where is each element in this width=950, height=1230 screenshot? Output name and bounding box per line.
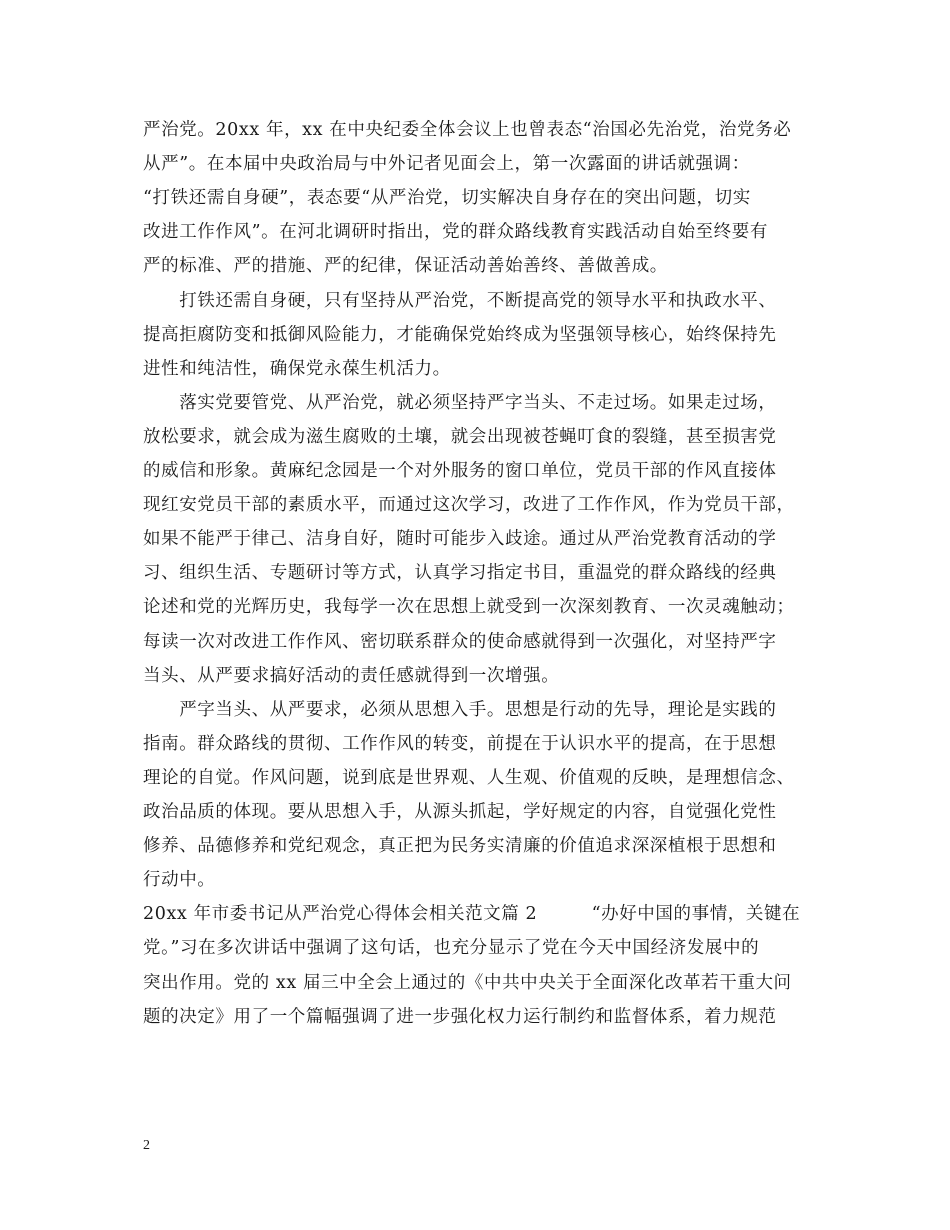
text-line: 现红安党员干部的素质水平，而通过这次学习，改进了工作作风，作为党员干部， [143, 495, 795, 516]
text-line: 从严”。在本届中央政治局与中外记者见面会上，第一次露面的讲话就强调： [143, 154, 750, 175]
text-line: 每读一次对改进工作作风、密切联系群众的使命感就得到一次强化，对坚持严字 [143, 631, 777, 652]
text-line: 严的标准、严的措施、严的纪律，保证活动善始善终、善做善成。 [143, 256, 668, 277]
text-line: 如果不能严于律己、洁身自好，随时可能步入歧途。通过从严治党教育活动的学 [143, 529, 777, 550]
text-line: 打铁还需自身硬，只有坚持从严治党，不断提高党的领导水平和执政水平、 [143, 290, 777, 311]
text-line: 严字当头、从严要求，必须从思想入手。思想是行动的先导，理论是实践的 [143, 699, 777, 720]
text-line: 改进工作作风”。在河北调研时指出，党的群众路线教育实践活动自始至终要有 [143, 222, 768, 243]
text-line: 指南。群众路线的贯彻、工作作风的转变，前提在于认识水平的提高，在于思想 [143, 733, 777, 754]
text-line: 进性和纯洁性，确保党永葆生机活力。 [143, 358, 451, 379]
text-line: 题的决定》用了一个篇幅强调了进一步强化权力运行制约和监督体系，着力规范 [143, 1006, 777, 1027]
text-line: 严治党。20xx 年，xx 在中央纪委全体会议上也曾表态“治国必先治党，治党务必 [143, 120, 792, 140]
page-number: 2 [143, 1138, 150, 1153]
text-line: 习、组织生活、专题研讨等方式，认真学习指定书目，重温党的群众路线的经典 [143, 563, 777, 584]
text-line: 理论的自觉。作风问题，说到底是世界观、人生观、价值观的反映，是理想信念、 [143, 767, 795, 788]
text-line: 的威信和形象。黄麻纪念园是一个对外服务的窗口单位，党员干部的作风直接体 [143, 461, 777, 481]
text-line: 政治品质的体现。要从思想入手，从源头抓起，学好规定的内容，自觉强化党性 [143, 802, 777, 822]
text-line: 突出作用。党的 xx 届三中全会上通过的《中共中央关于全面深化改革若干重大问 [143, 972, 792, 993]
text-line: 行动中。 [143, 870, 216, 891]
text-line: 论述和党的光辉历史，我每学一次在思想上就受到一次深刻教育、一次灵魂触动； [143, 597, 795, 618]
text-line: 当头、从严要求搞好活动的责任感就得到一次增强。 [143, 665, 560, 686]
text-line: 放松要求，就会成为滋生腐败的土壤，就会出现被苍蝇叮食的裂缝，甚至损害党 [143, 426, 777, 447]
text-line: “打铁还需自身硬”，表态要“从严治党，切实解决自身存在的突出问题，切实 [143, 188, 751, 209]
text-line: 落实党要管党、从严治党，就必须坚持严字当头、不走过场。如果走过场， [143, 392, 777, 413]
text-line: 20xx 年市委书记从严治党心得体会相关范文篇 2 “办好中国的事情，关键在 [143, 904, 801, 925]
text-line: 提高拒腐防变和抵御风险能力，才能确保党始终成为坚强领导核心，始终保持先 [143, 324, 777, 345]
text-line: 党。”习在多次讲话中强调了这句话，也充分显示了党在今天中国经济发展中的 [143, 938, 760, 959]
text-line: 修养、品德修养和党纪观念，真正把为民务实清廉的价值追求深深植根于思想和 [143, 836, 777, 857]
